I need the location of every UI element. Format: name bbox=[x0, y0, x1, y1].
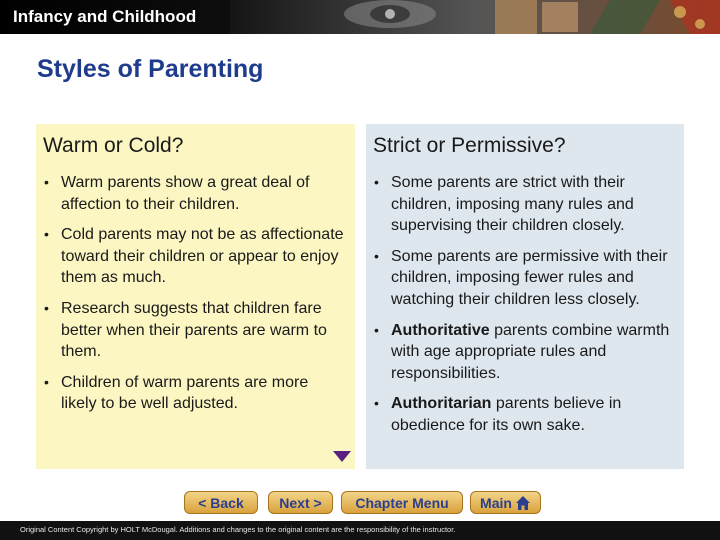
back-button-label: < Back bbox=[198, 494, 244, 511]
list-item bbox=[373, 172, 674, 237]
chapter-menu-label: Chapter Menu bbox=[355, 494, 449, 511]
home-icon bbox=[515, 495, 531, 511]
warm-cold-heading: Warm or Cold? bbox=[43, 134, 184, 157]
item-text: parents believe in obedience for its own sake. bbox=[391, 395, 622, 434]
warm-cold-panel bbox=[36, 124, 355, 469]
list-item bbox=[373, 393, 674, 436]
next-button-label: Next > bbox=[279, 494, 322, 511]
header-decoration-image bbox=[230, 0, 720, 34]
strict-permissive-list bbox=[373, 172, 674, 437]
warm-cold-list bbox=[43, 172, 345, 415]
list-item: • Cold parents may not be as affectionate toward their children or appear to enjoy them as much. bbox=[43, 224, 345, 289]
item-text: Some parents are permissive with their children, imposing fewer rules and watching their children less closely. bbox=[391, 247, 668, 308]
bold-term: Authoritarian bbox=[391, 395, 492, 413]
item-text: Some parents are strict with their children, imposing many rules and supervising their children closely. bbox=[391, 174, 634, 235]
header-title: Infancy and Childhood bbox=[13, 7, 197, 26]
strict-permissive-heading: Strict or Permissive? bbox=[373, 134, 566, 157]
page-title: Styles of Parenting bbox=[37, 55, 264, 83]
header-bar bbox=[0, 0, 720, 34]
list-item bbox=[373, 246, 674, 311]
item-text: parents combine warmth with age appropriate rules and responsibilities. bbox=[391, 321, 670, 382]
list-item: • Research suggests that children fare better when their parents are warm to them. bbox=[43, 298, 345, 363]
main-button[interactable] bbox=[470, 491, 541, 514]
main-button-label: Main bbox=[480, 494, 512, 511]
footer-bar bbox=[0, 521, 720, 540]
list-item: • Children of warm parents are more likely to be well adjusted. bbox=[43, 372, 345, 415]
down-triangle-icon[interactable] bbox=[333, 451, 351, 462]
copyright-text: Original Content Copyright by HOLT McDougal. Additions and changes to the original content are the responsibility of the instructor. bbox=[20, 525, 456, 534]
chapter-menu-button[interactable] bbox=[341, 491, 463, 514]
bold-term: Authoritative bbox=[391, 321, 490, 339]
list-item: • Warm parents show a great deal of affection to their children. bbox=[43, 172, 345, 215]
back-button[interactable] bbox=[184, 491, 258, 514]
strict-permissive-panel bbox=[366, 124, 684, 469]
next-button[interactable] bbox=[268, 491, 333, 514]
navigation-bar bbox=[0, 491, 720, 514]
list-item bbox=[373, 320, 674, 385]
